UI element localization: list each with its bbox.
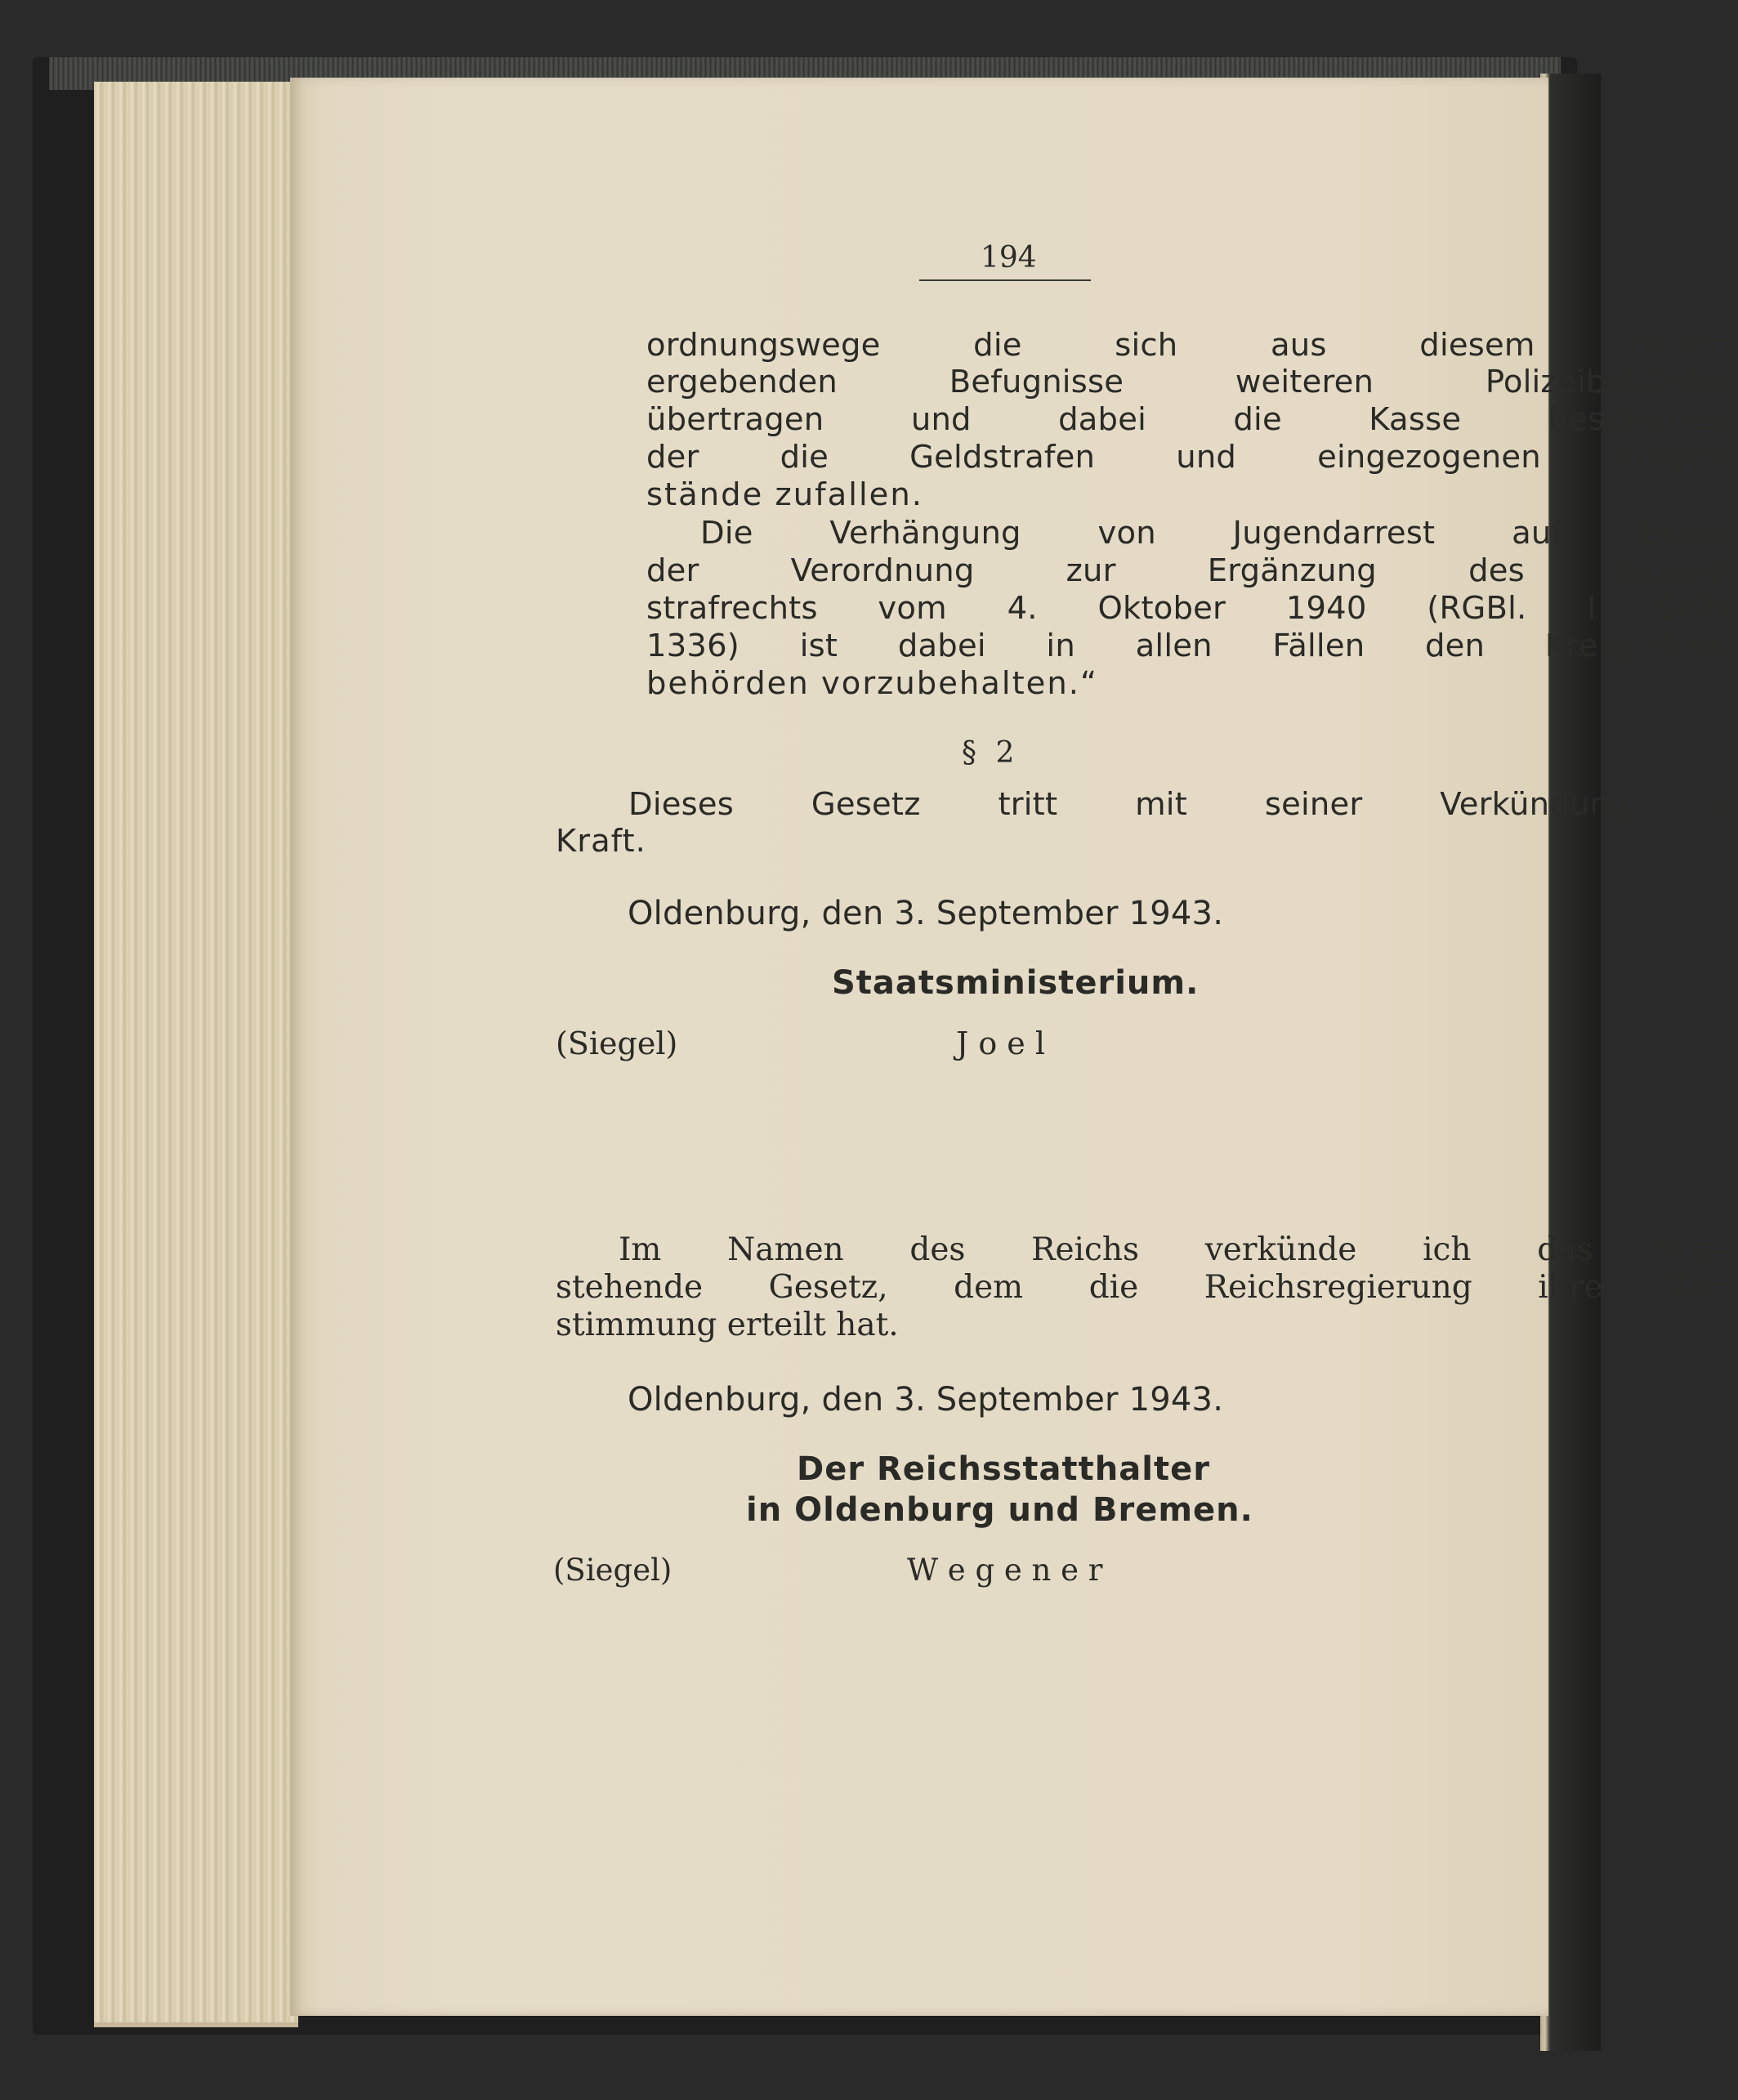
signer2-title-line-1: Der Reichsstatthalter <box>797 1450 1210 1488</box>
para1-line-1: ordnungswege die sich aus diesem Gesetz <box>646 327 1737 364</box>
seal-label-2: (Siegel) <box>553 1553 672 1588</box>
para1-line-5: stände zufallen. <box>646 476 923 513</box>
section-heading: § 2 <box>962 736 1020 770</box>
para3-line-1: Dieses Gesetz tritt mit seiner Verkündung in <box>628 786 1736 823</box>
para2-line-1: Die Verhängung von Jugendarrest auf Grund <box>700 515 1737 552</box>
para2-line-5: behörden vorzubehalten.“ <box>646 665 1098 702</box>
para2-line-2: der Verordnung zur Ergänzung des Jugend- <box>646 552 1737 589</box>
para4-line-3: stimmung erteilt hat. <box>556 1307 899 1343</box>
date-line-2: Oldenburg, den 3. September 1943. <box>628 1381 1224 1419</box>
page-number: 194 <box>981 241 1037 275</box>
para1-line-4: der die Geldstrafen und eingezogenen Gegen- <box>646 439 1737 476</box>
signer2-title-line-2: in Oldenburg und Bremen. <box>746 1491 1253 1529</box>
date-line-1: Oldenburg, den 3. September 1943. <box>628 895 1224 932</box>
signer2-name: W e g e n e r <box>907 1553 1103 1588</box>
para1-line-3: übertragen und dabei die Kasse bestimmen, <box>646 401 1737 438</box>
para2-line-4: 1336) ist dabei in allen Fällen den Kreispolizei- <box>646 628 1737 664</box>
page-number-rule <box>919 279 1091 281</box>
para4-line-1: Im Namen des Reichs verkünde ich das vor= <box>619 1231 1738 1268</box>
book-page <box>290 78 1738 2016</box>
para2-line-3: strafrechts vom 4. Oktober 1940 (RGBl. I Seite <box>646 590 1737 627</box>
para1-line-2: ergebenden Befugnisse weiteren Polizeibehörden <box>646 364 1737 400</box>
seal-label-1: (Siegel) <box>556 1025 678 1061</box>
signer1-title: Staatsministerium. <box>832 964 1200 1002</box>
signer1-name: J o e l <box>956 1025 1045 1061</box>
page-edges <box>94 82 298 2027</box>
para3-line-2: Kraft. <box>556 823 646 860</box>
para4-line-2: stehende Gesetz, dem die Reichsregierung ihre Zu= <box>556 1269 1738 1306</box>
